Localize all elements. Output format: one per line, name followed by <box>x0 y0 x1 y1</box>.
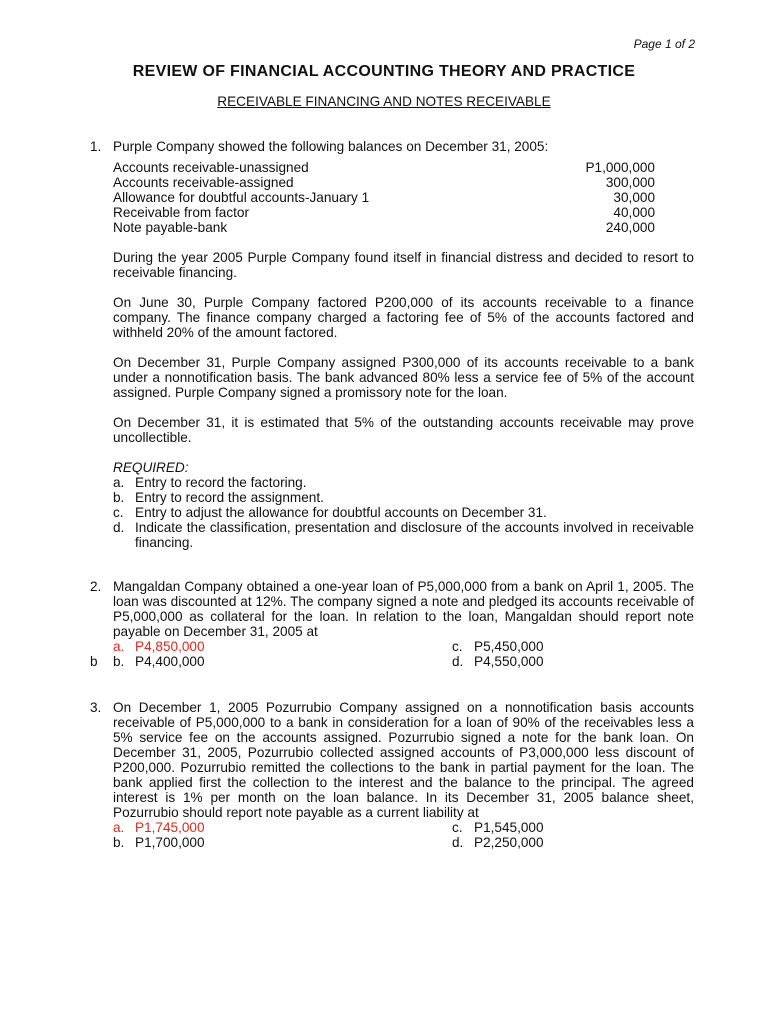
balance-row <box>113 220 655 235</box>
question-1 <box>90 139 694 550</box>
question-text: Mangaldan Company obtained a one-year loan of P5,000,000 from a bank on April 1, 2005. The loan was discounted at 12%. The company signed a note and pledged its accounts receivable of P5,000,000 as collateral for the loan. In relation to the loan, Mangaldan should report note payable on December 31, 2005 at <box>113 579 694 639</box>
choice-letter: d. <box>452 835 464 850</box>
answer-choices <box>113 639 694 669</box>
choice-value: P4,550,000 <box>474 654 544 669</box>
balance-row <box>113 190 655 205</box>
paragraph: On December 31, it is estimated that 5% of the outstanding accounts receivable may prove uncollectible. <box>113 415 694 445</box>
balance-label: Receivable from factor <box>113 205 249 220</box>
choice-c <box>452 639 544 654</box>
required-text: Entry to record the factoring. <box>135 475 307 490</box>
page-number: Page 1 of 2 <box>633 37 695 51</box>
paragraph: On June 30, Purple Company factored P200,000 of its accounts receivable to a finance company. The finance company charged a factoring fee of 5% of the accounts factored and withheld 20% of the amount factored. <box>113 295 694 340</box>
choice-a <box>113 639 205 654</box>
choice-value: P4,400,000 <box>135 654 205 669</box>
choice-b <box>113 654 205 669</box>
balance-row <box>113 205 655 220</box>
question-2 <box>90 579 694 669</box>
balance-row <box>113 175 655 190</box>
required-text: Indicate the classification, presentation and disclosure of the accounts involved in receivable financing. <box>135 520 694 550</box>
paragraph: On December 31, Purple Company assigned P300,000 of its accounts receivable to a bank under a nonnotification basis. The bank advanced 80% less a service fee of 5% of the account assigned. Purple Company signed a promissory note for the loan. <box>113 355 694 400</box>
question-number: 2. <box>90 579 102 594</box>
document-title: REVIEW OF FINANCIAL ACCOUNTING THEORY AND PRACTICE <box>132 63 636 80</box>
handwritten-answer-mark: b <box>90 654 98 669</box>
choice-a <box>113 820 205 835</box>
required-letter: b. <box>113 490 125 505</box>
balance-amount: 40,000 <box>613 205 655 220</box>
balance-amount: 300,000 <box>605 175 655 190</box>
choice-letter: d. <box>452 654 464 669</box>
question-intro: Purple Company showed the following balances on December 31, 2005: <box>113 139 549 154</box>
choice-value: P2,250,000 <box>474 835 544 850</box>
required-letter: a. <box>113 475 125 490</box>
choice-letter: a. <box>113 820 125 835</box>
balance-amount: 240,000 <box>605 220 655 235</box>
balance-row <box>113 160 655 175</box>
choice-letter: c. <box>452 820 463 835</box>
required-letter: c. <box>113 505 124 520</box>
required-item <box>113 505 694 520</box>
balance-label: Accounts receivable-assigned <box>113 175 294 190</box>
choice-letter: c. <box>452 639 463 654</box>
required-text: Entry to record the assignment. <box>135 490 324 505</box>
choice-c <box>452 820 544 835</box>
required-item <box>113 520 694 550</box>
balance-amount: P1,000,000 <box>585 160 655 175</box>
balance-amount: 30,000 <box>613 190 655 205</box>
choice-value: P1,545,000 <box>474 820 544 835</box>
balance-label: Allowance for doubtful accounts-January 1 <box>113 190 370 205</box>
choice-value: P4,850,000 <box>135 639 205 654</box>
choice-value: P1,745,000 <box>135 820 205 835</box>
balances-list <box>113 160 694 235</box>
question-text: On December 1, 2005 Pozurrubio Company assigned on a nonnotification basis accounts receivable of P5,000,000 to a bank in consideration for a loan of 90% of the receivables less a 5% service fee on the accounts assigned. Pozurrubio signed a note for the bank loan. On December 31, 2005, Pozurrubio collected assigned accounts of P3,000,000 less discount of P200,000. Pozurrubio remitted the collections to the bank in partial payment for the loan. The bank applied first the collection to the interest and the balance to the principal. The agreed interest is 1% per month on the loan balance. In its December 31, 2005 balance sheet, Pozurrubio should report note payable as a current liability at <box>113 700 694 820</box>
choice-letter: b. <box>113 835 125 850</box>
choice-value: P1,700,000 <box>135 835 205 850</box>
choice-d <box>452 835 544 850</box>
required-item <box>113 490 694 505</box>
choice-letter: a. <box>113 639 125 654</box>
choice-value: P5,450,000 <box>474 639 544 654</box>
balance-label: Accounts receivable-unassigned <box>113 160 309 175</box>
question-3 <box>90 700 694 850</box>
document-subtitle: RECEIVABLE FINANCING AND NOTES RECEIVABLE <box>217 94 551 109</box>
choice-b <box>113 835 205 850</box>
required-text: Entry to adjust the allowance for doubtful accounts on December 31. <box>135 505 547 520</box>
question-number: 1. <box>90 139 102 154</box>
answer-choices <box>113 820 694 850</box>
required-item <box>113 475 694 490</box>
choice-d <box>452 654 544 669</box>
paragraph: During the year 2005 Purple Company found itself in financial distress and decided to resort to receivable financing. <box>113 250 694 280</box>
balance-label: Note payable-bank <box>113 220 228 235</box>
required-letter: d. <box>113 520 125 535</box>
question-number: 3. <box>90 700 102 715</box>
choice-letter: b. <box>113 654 125 669</box>
required-label: REQUIRED: <box>113 460 189 475</box>
